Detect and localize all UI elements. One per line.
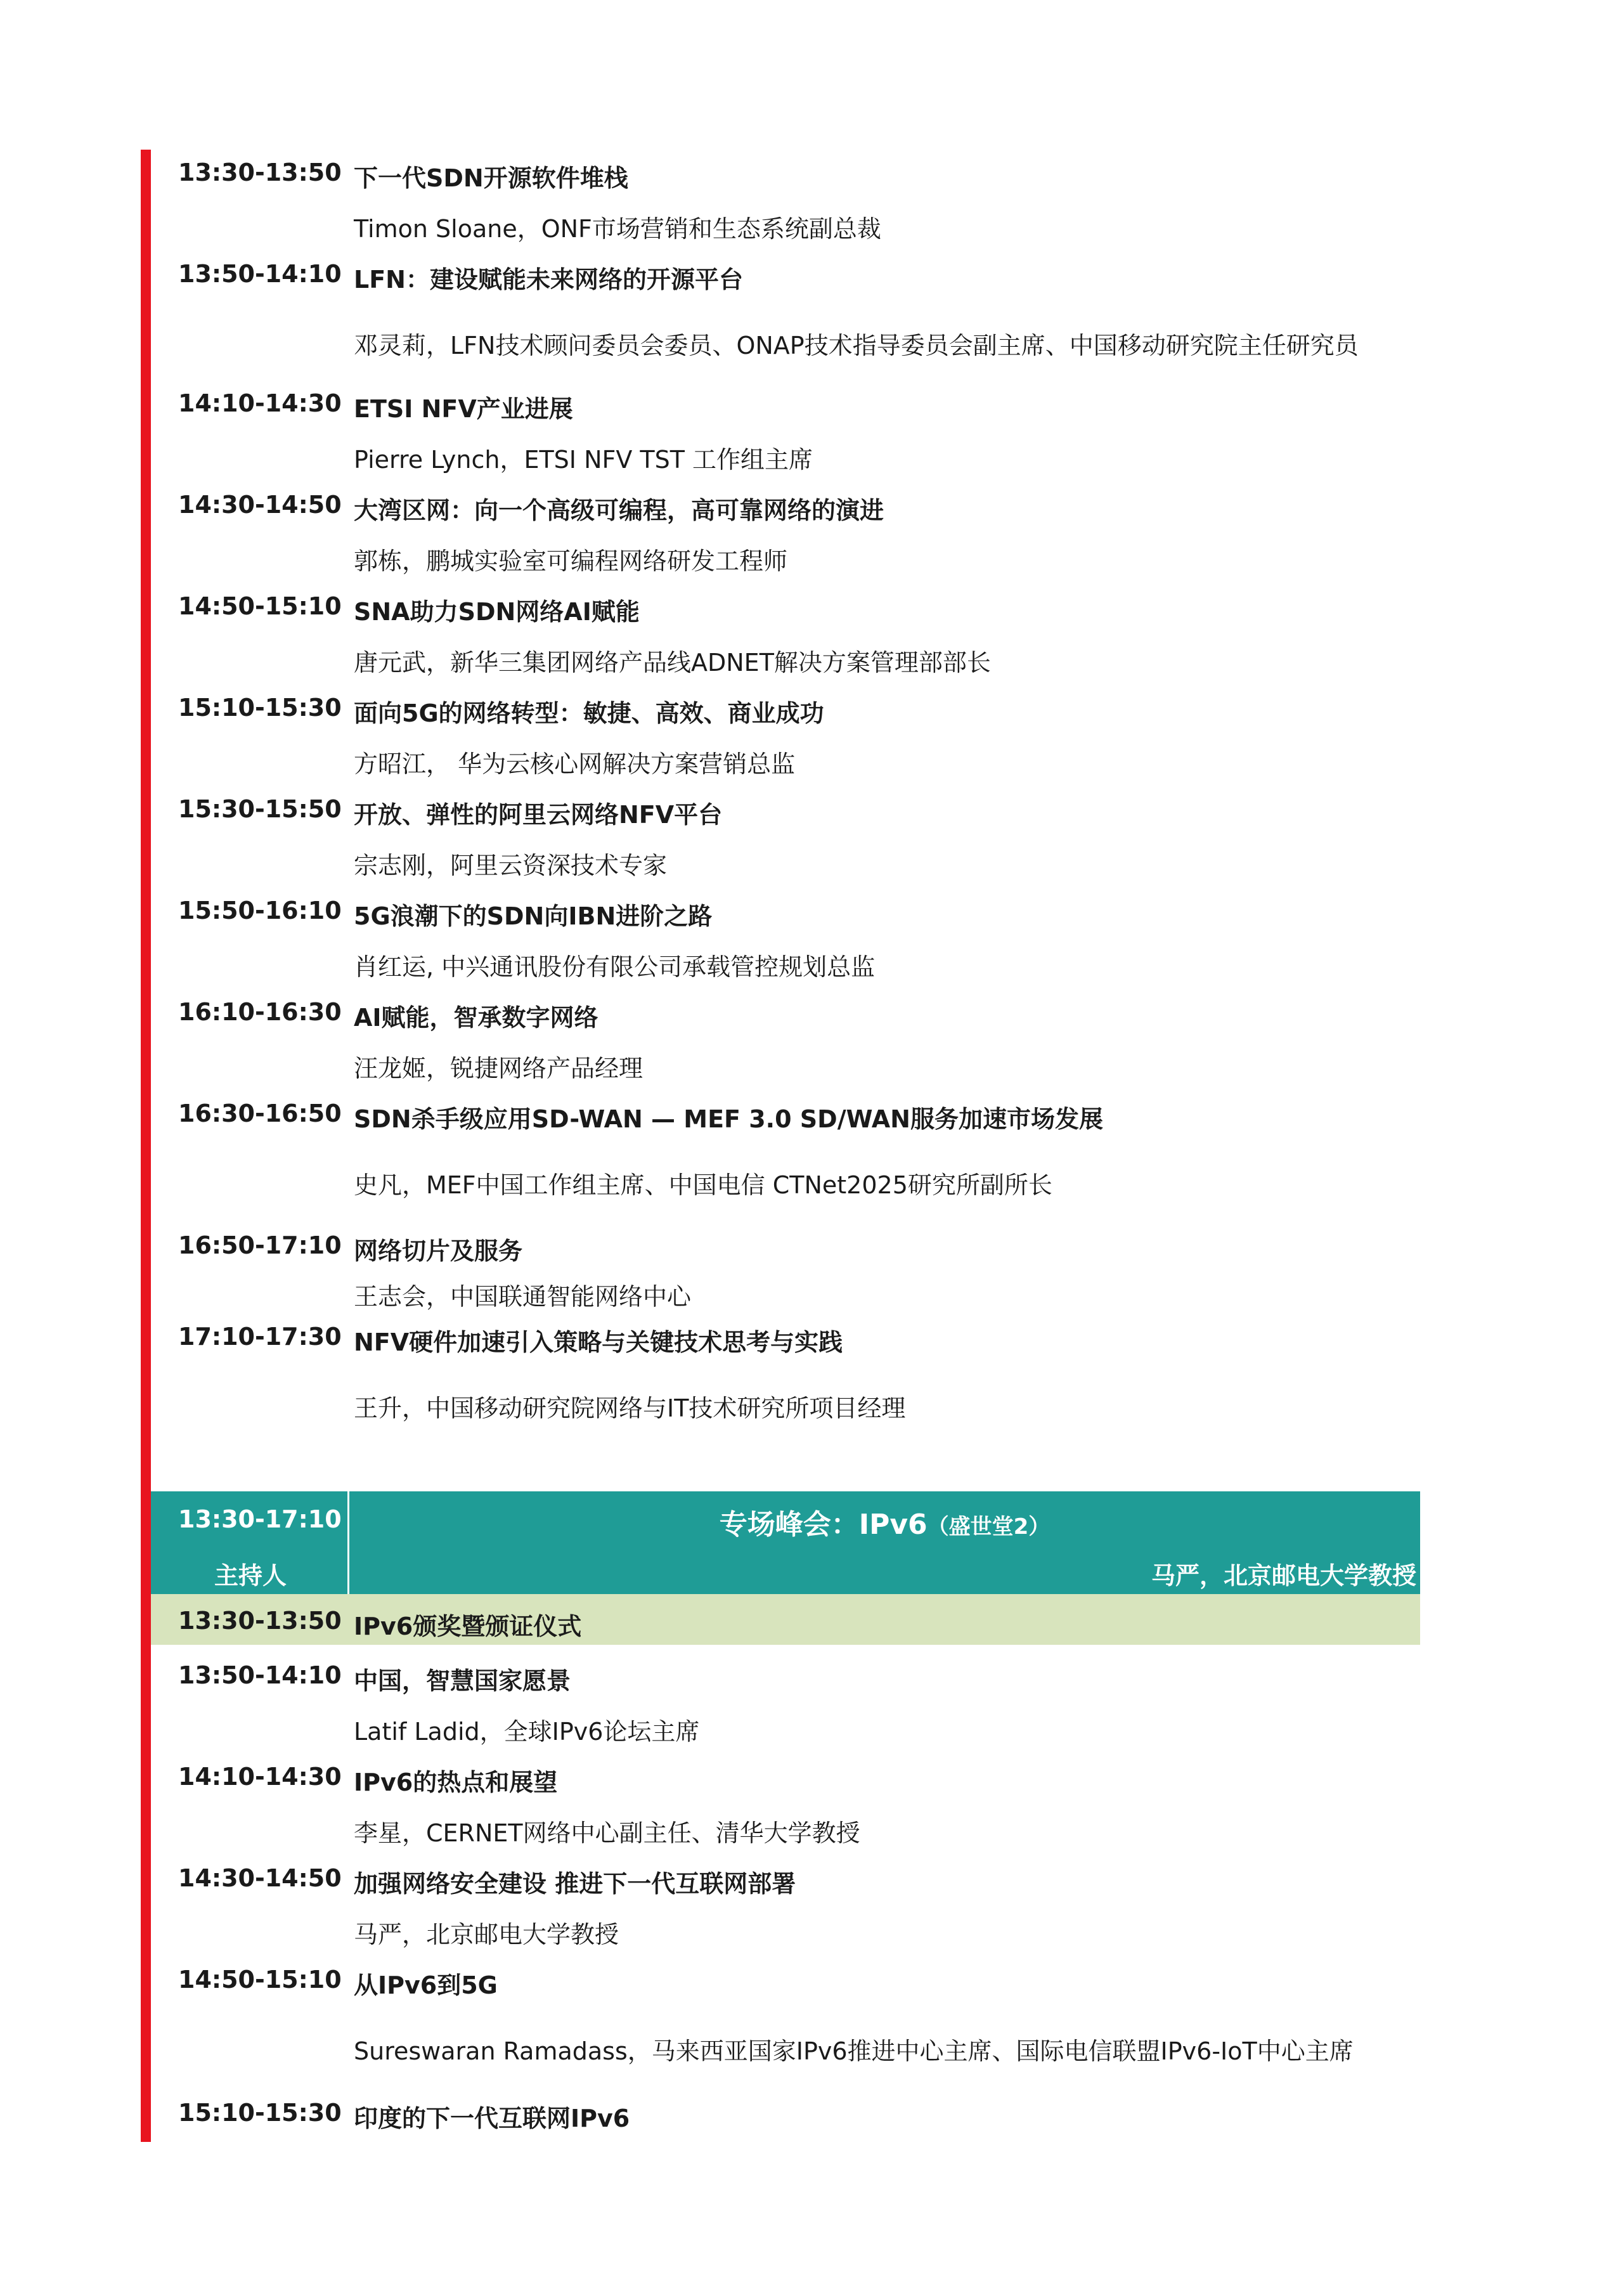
session-title: ETSI NFV产业进展 xyxy=(354,395,573,423)
session-time: 15:10-15:30 xyxy=(178,2099,342,2127)
session-speaker: Sureswaran Ramadass，马来西亚国家IPv6推进中心主席、国际电信联盟IPv6-IoT中心主席 xyxy=(354,2037,1354,2065)
session-speaker: Timon Sloane，ONF市场营销和生态系统副总裁 xyxy=(354,215,881,243)
session-time: 16:50-17:10 xyxy=(178,1231,342,1259)
session-title: 印度的下一代互联网IPv6 xyxy=(354,2105,630,2132)
session-title: 从IPv6到5G xyxy=(354,1971,498,1999)
session-time: 13:30-13:50 xyxy=(178,159,342,186)
session-title: SNA助力SDN网络AI赋能 xyxy=(354,598,640,626)
host-name: 马严，北京邮电大学教授 xyxy=(1151,1562,1416,1590)
session-title: 面向5G的网络转型：敏捷、高效、商业成功 xyxy=(354,699,824,727)
session-block-venue: （盛世堂2） xyxy=(927,1514,1051,1540)
ipv6-host-row xyxy=(151,1545,1420,1594)
session-block-title xyxy=(349,1501,1420,1542)
session-time: 14:10-14:30 xyxy=(178,1763,342,1791)
session-time: 15:50-16:10 xyxy=(178,897,342,924)
session-time: 14:50-15:10 xyxy=(178,1966,342,1994)
session-speaker: 肖红运, 中兴通讯股份有限公司承载管控规划总监 xyxy=(354,953,876,981)
session-time: 13:30-13:50 xyxy=(178,1607,342,1635)
session-time: 14:30-14:50 xyxy=(178,491,342,519)
session-title: 下一代SDN开源软件堆栈 xyxy=(354,164,628,192)
session-time: 16:10-16:30 xyxy=(178,998,342,1026)
session-speaker: 汪龙姬，锐捷网络产品经理 xyxy=(354,1054,643,1082)
session-title: IPv6颁奖暨颁证仪式 xyxy=(354,1612,582,1640)
session-title: LFN：建设赋能未来网络的开源平台 xyxy=(354,266,743,294)
session-time: 17:10-17:30 xyxy=(178,1323,342,1351)
session-title: 加强网络安全建设 推进下一代互联网部署 xyxy=(354,1870,796,1898)
session-speaker: 李星，CERNET网络中心副主任、清华大学教授 xyxy=(354,1819,860,1847)
ipv6-session-header xyxy=(151,1491,1420,1545)
session-speaker: 史凡，MEF中国工作组主席、中国电信 CTNet2025研究所副所长 xyxy=(354,1171,1052,1199)
session-title: NFV硬件加速引入策略与关键技术思考与实践 xyxy=(354,1328,843,1356)
session-speaker: 邓灵莉，LFN技术顾问委员会委员、ONAP技术指导委员会副主席、中国移动研究院主任研究员 xyxy=(354,332,1359,360)
session-speaker: 王志会，中国联通智能网络中心 xyxy=(354,1283,692,1311)
header-cell-divider xyxy=(347,1545,349,1594)
session-speaker: 唐元武，新华三集团网络产品线ADNET解决方案管理部部长 xyxy=(354,649,991,677)
session-title: IPv6的热点和展望 xyxy=(354,1768,558,1796)
session-block-title-text: 专场峰会：IPv6 xyxy=(719,1508,928,1541)
ceremony-row xyxy=(151,1594,1420,1645)
session-block-time: 13:30-17:10 xyxy=(178,1505,342,1533)
session-speaker: Latif Ladid，全球IPv6论坛主席 xyxy=(354,1718,700,1746)
session-time: 16:30-16:50 xyxy=(178,1099,342,1127)
left-red-accent-bar xyxy=(141,150,151,2142)
session-speaker: 郭栋，鹏城实验室可编程网络研发工程师 xyxy=(354,547,788,575)
session-speaker: 王升，中国移动研究院网络与IT技术研究所项目经理 xyxy=(354,1394,906,1422)
session-time: 14:50-15:10 xyxy=(178,592,342,620)
session-title: 5G浪潮下的SDN向IBN进阶之路 xyxy=(354,902,713,930)
session-title: SDN杀手级应用SD-WAN — MEF 3.0 SD/WAN服务加速市场发展 xyxy=(354,1105,1103,1133)
session-title: 开放、弹性的阿里云网络NFV平台 xyxy=(354,801,723,829)
session-speaker: 宗志刚，阿里云资深技术专家 xyxy=(354,852,668,879)
session-time: 13:50-14:10 xyxy=(178,1661,342,1689)
session-speaker: 方昭江， 华为云核心网解决方案营销总监 xyxy=(354,750,796,778)
session-time: 14:10-14:30 xyxy=(178,389,342,417)
session-time: 15:30-15:50 xyxy=(178,795,342,823)
session-time: 15:10-15:30 xyxy=(178,694,342,722)
session-time: 14:30-14:50 xyxy=(178,1864,342,1892)
session-title: 中国，智慧国家愿景 xyxy=(354,1667,571,1695)
session-time: 13:50-14:10 xyxy=(178,260,342,288)
session-speaker: 马严，北京邮电大学教授 xyxy=(354,1921,619,1949)
session-title: 网络切片及服务 xyxy=(354,1237,523,1265)
host-label: 主持人 xyxy=(214,1562,287,1590)
session-speaker: Pierre Lynch，ETSI NFV TST 工作组主席 xyxy=(354,446,813,474)
session-title: 大湾区网：向一个高级可编程，高可靠网络的演进 xyxy=(354,496,884,524)
session-title: AI赋能，智承数字网络 xyxy=(354,1004,598,1032)
